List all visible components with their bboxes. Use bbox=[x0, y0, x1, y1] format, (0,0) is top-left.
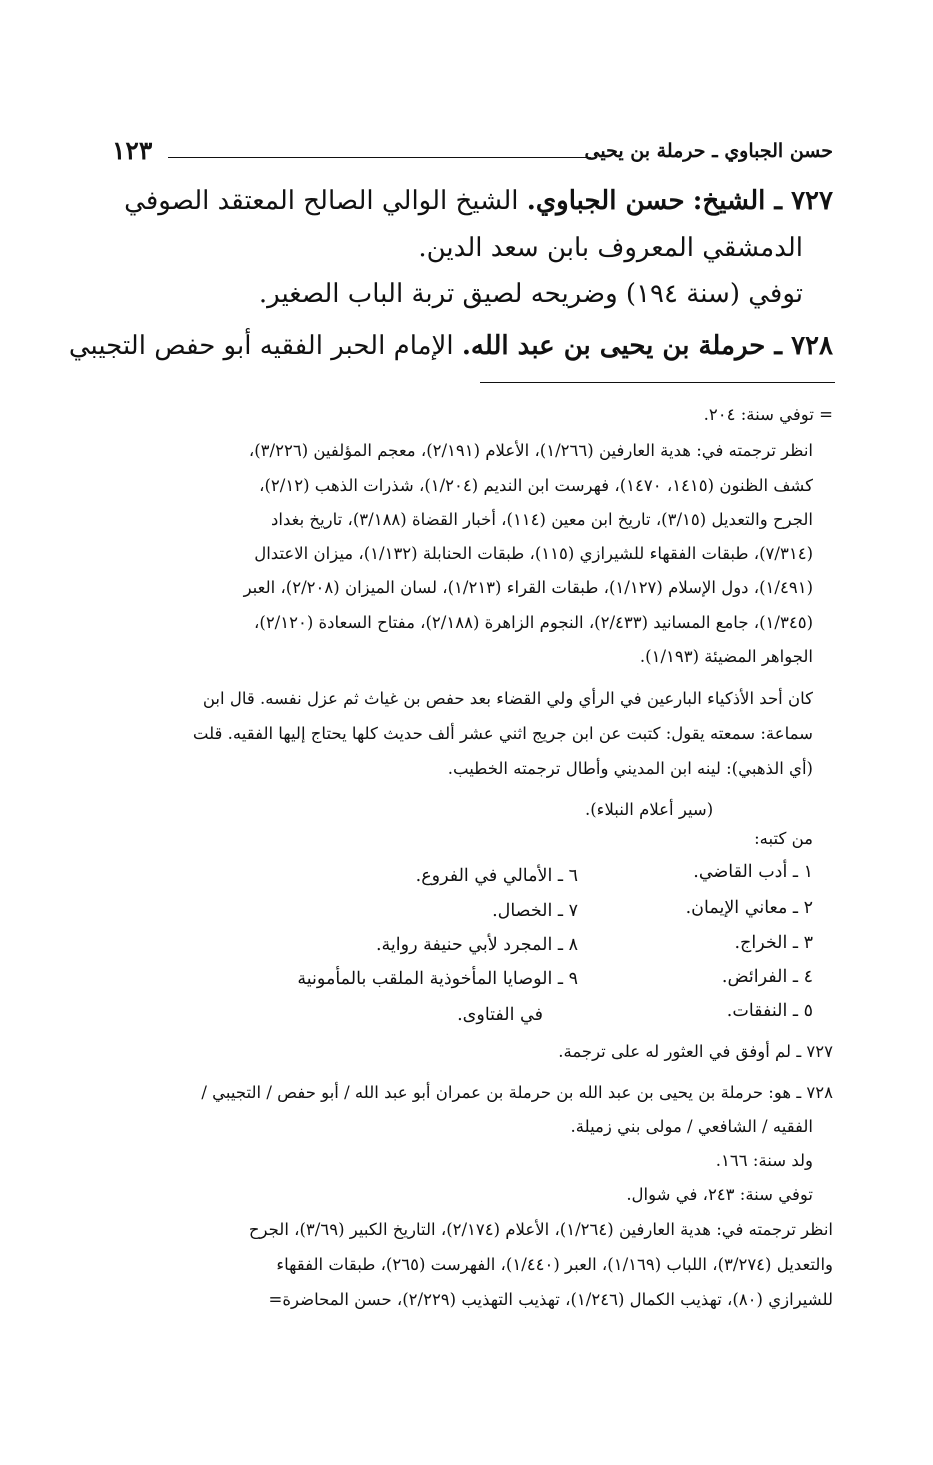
footnote-727: ٧٢٧ ـ لم أوفق في العثور له على ترجمة. bbox=[558, 1042, 833, 1061]
footnote-ref-line: (٧/٣١٤)، طبقات الفقهاء للشيرازي (١١٥)، طبقات الحنابلة (١/١٣٢)، ميزان الاعتدال bbox=[254, 544, 813, 563]
entry-727-line-3: توفي (سنة ١٩٤) وضريحه لصيق تربة الباب الصغير. bbox=[258, 279, 803, 309]
footnote-728-line: انظر ترجمته في: هدية العارفين (١/٢٦٤)، الأعلام (٢/١٧٤)، التاريخ الكبير (٣/٦٩)، الجرح bbox=[248, 1220, 833, 1239]
page-number: ١٢٣ bbox=[112, 136, 153, 165]
entry-727-line-2: الدمشقي المعروف بابن سعد الدين. bbox=[418, 233, 803, 263]
entry-728-head: ٧٢٨ ـ حرملة بن يحيى بن عبد الله. bbox=[461, 331, 833, 361]
entry-727-line-1 bbox=[124, 186, 833, 216]
entry-727-head: ٧٢٧ ـ الشيخ: bbox=[692, 186, 833, 216]
footnote-ref-line: (١/٣٤٥)، جامع المسانيد (٢/٤٣٣)، النجوم الزاهرة (٢/١٨٨)، مفتاح السعادة (٢/١٢٠)، bbox=[254, 613, 813, 632]
footnote-728-line: للشيرازي (٨٠)، تهذيب الكمال (١/٢٤٦)، تهذيب التهذيب (٢/٢٢٩)، حسن المحاضرة= bbox=[268, 1290, 833, 1309]
book-item: ٢ ـ معاني الإيمان. bbox=[685, 898, 813, 918]
footnote-728-line: توفي سنة: ٢٤٣، في شوال. bbox=[626, 1185, 813, 1204]
footnote-728-line: والتعديل (٣/٢٧٤)، اللباب (١/١٦٩)، العبر (١/٤٤٠)، الفهرست (٢٦٥)، طبقات الفقهاء bbox=[276, 1255, 833, 1274]
header-rule bbox=[168, 157, 591, 158]
book-item: ٧ ـ الخصال. bbox=[492, 901, 578, 921]
footnote-ref-line: (١/٤٩١)، دول الإسلام (١/١٢٧)، طبقات القراء (١/٢١٣)، لسان الميزان (٢/٢٠٨)، العبر bbox=[243, 578, 813, 597]
book-item: في الفتاوى. bbox=[457, 1005, 543, 1025]
entry-728-desc: الإمام الحبر الفقيه أبو حفص التجيبي bbox=[68, 331, 454, 361]
footnote-ref-line: الجواهر المضيئة (١/١٩٣). bbox=[639, 647, 813, 666]
footnote-728-line: ٧٢٨ ـ هو: حرملة بن يحيى بن عبد الله بن حرملة بن عمران أبو عبد الله / أبو حفص / التجيبي / bbox=[201, 1083, 833, 1102]
book-item: ٦ ـ الأمالي في الفروع. bbox=[415, 866, 578, 886]
footnote-source-text: (سير أعلام النبلاء). bbox=[585, 800, 714, 819]
footnote-ref-line: كشف الظنون (١٤١٥، ١٤٧٠)، فهرست ابن النديم (١/٢٠٤)، شذرات الذهب (٢/١٢)، bbox=[259, 476, 813, 495]
footnote-ref-line: انظر ترجمته في: هدية العارفين (١/٢٦٦)، الأعلام (٢/١٩١)، معجم المؤلفين (٣/٢٢٦)، bbox=[248, 441, 813, 460]
book-item: ١ ـ أدب القاضي. bbox=[693, 862, 813, 882]
footnote-728-line: ولد سنة: ١٦٦. bbox=[715, 1151, 813, 1170]
entry-727-desc: الشيخ الوالي الصالح المعتقد الصوفي bbox=[124, 186, 519, 216]
footnote-ref-line: الجرح والتعديل (٣/١٥)، تاريخ ابن معين (١١٤)، أخبار القضاة (٣/١٨٨)، تاريخ بغداد bbox=[271, 510, 813, 529]
book-item: ٣ ـ الخراج. bbox=[734, 933, 813, 953]
footnote-bio-line: سماعة: سمعته يقول: كتبت عن ابن جريج اثني عشر ألف حديث كلها يحتاج إليها الفقيه. قلت bbox=[192, 724, 813, 743]
books-heading: من كتبه: bbox=[754, 829, 813, 848]
footnote-death-line: = توفي سنة: ٢٠٤. bbox=[703, 405, 833, 424]
book-item: ٥ ـ النفقات. bbox=[726, 1001, 813, 1021]
footnote-rule bbox=[480, 382, 835, 383]
running-title: حسن الجباوي ـ حرملة بن يحيى bbox=[584, 140, 833, 162]
footnote-728-line: الفقيه / الشافعي / مولى بني زميلة. bbox=[570, 1117, 813, 1136]
entry-728-line-1 bbox=[69, 331, 833, 361]
book-item: ٤ ـ الفرائض. bbox=[721, 967, 813, 987]
entry-727-name: حسن الجباوي. bbox=[526, 186, 685, 216]
footnote-bio-line: كان أحد الأذكياء البارعين في الرأي ولي القضاء بعد حفص بن غياث ثم عزل نفسه. قال ابن bbox=[202, 689, 813, 708]
book-item: ٨ ـ المجرد لأبي حنيفة رواية. bbox=[375, 935, 578, 955]
book-item: ٩ ـ الوصايا المأخوذية الملقب بالمأمونية bbox=[297, 969, 578, 989]
footnote-bio-line: (أي الذهبي): لينه ابن المديني وأطال ترجمته الخطيب. bbox=[447, 759, 813, 778]
